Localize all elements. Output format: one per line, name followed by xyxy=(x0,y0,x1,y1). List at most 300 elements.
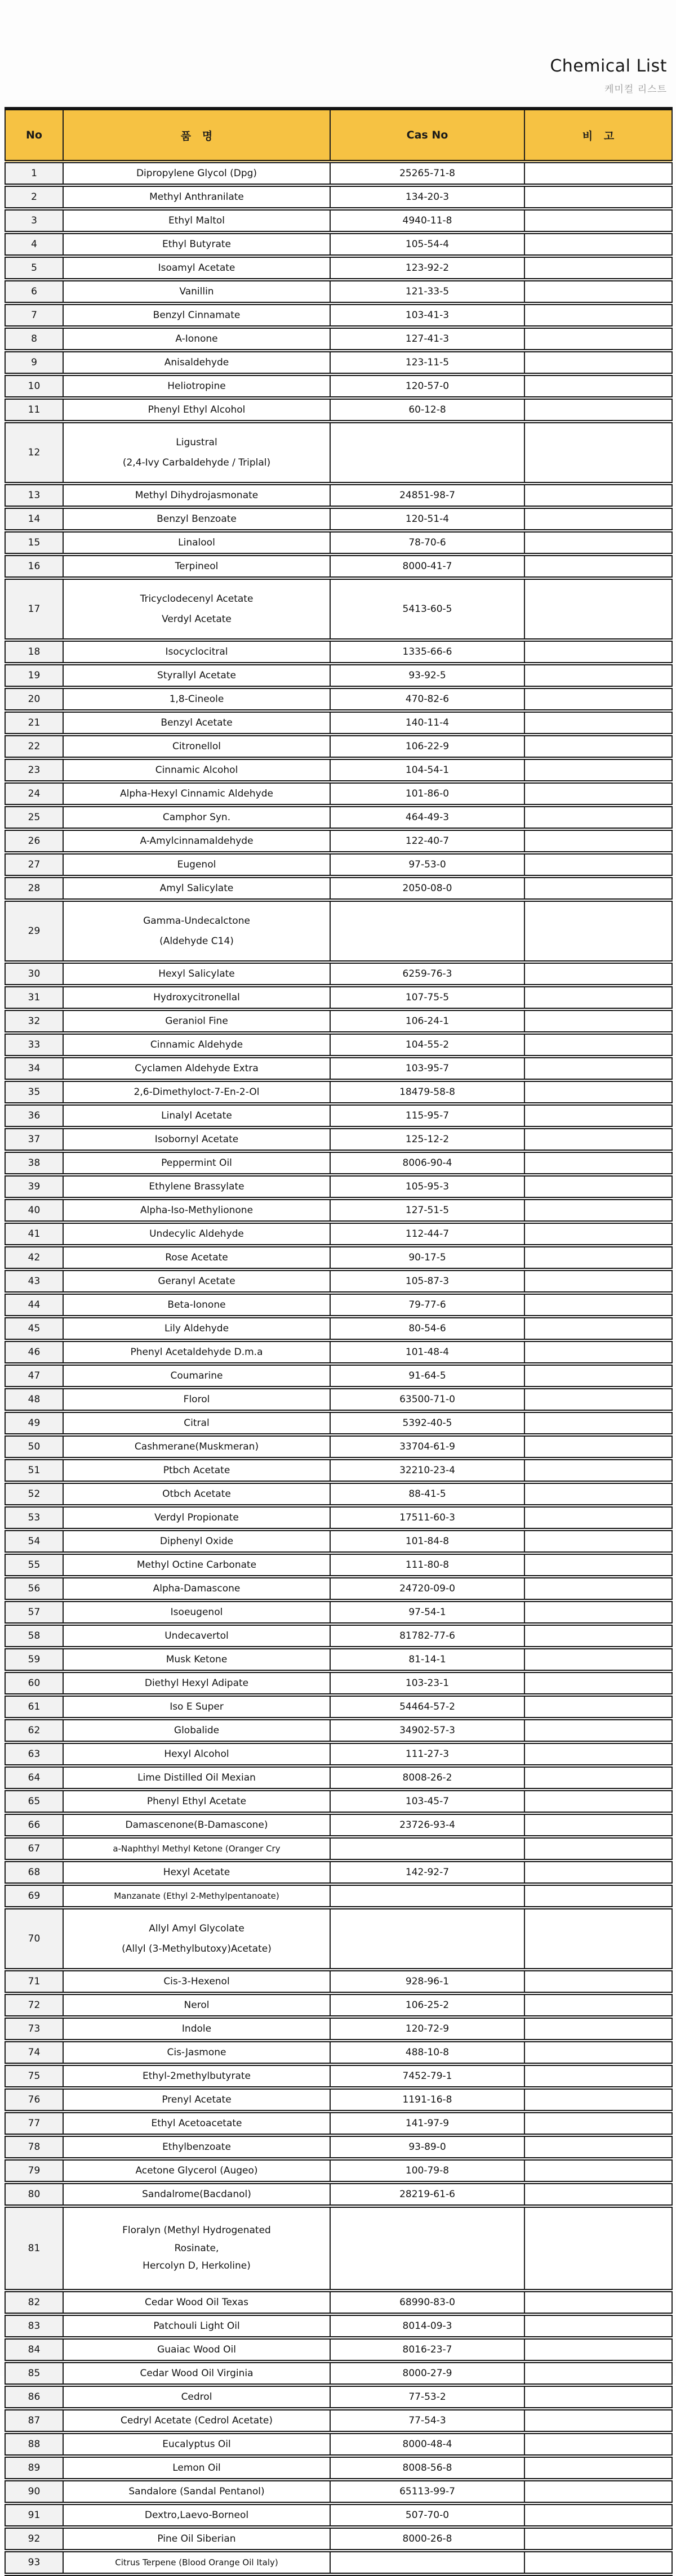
row-number: 18 xyxy=(5,640,63,664)
chemical-name-cell xyxy=(63,2291,330,2314)
row-number: 1 xyxy=(5,162,63,185)
cas-number: 5392-40-5 xyxy=(330,1411,524,1435)
cas-number: 105-95-3 xyxy=(330,1175,524,1198)
remark-cell xyxy=(524,2017,672,2041)
chemical-name-line: Cashmerane(Muskmeran) xyxy=(134,1441,259,1452)
table-row xyxy=(5,1530,672,1553)
remark-cell xyxy=(524,1198,672,1222)
row-number: 71 xyxy=(5,1970,63,1993)
cas-number: 121-33-5 xyxy=(330,280,524,303)
row-number: 22 xyxy=(5,735,63,758)
table-row xyxy=(5,1553,672,1577)
remark-cell xyxy=(524,256,672,280)
cas-number: 101-48-4 xyxy=(330,1340,524,1364)
table-row xyxy=(5,2064,672,2088)
remark-cell xyxy=(524,351,672,374)
chemical-name-cell xyxy=(63,1435,330,1459)
remark-cell xyxy=(524,1766,672,1790)
remark-cell xyxy=(524,484,672,507)
chemical-name-cell xyxy=(63,986,330,1009)
cas-number: 104-55-2 xyxy=(330,1033,524,1057)
chemical-name-line: Prenyl Acetate xyxy=(162,2094,232,2105)
remark-cell xyxy=(524,2112,672,2135)
cas-number: 8000-27-9 xyxy=(330,2362,524,2385)
chemical-name-cell xyxy=(63,806,330,829)
cas-number: 101-84-8 xyxy=(330,1530,524,1553)
chemical-name-line: Iso E Super xyxy=(170,1701,224,1712)
table-row xyxy=(5,2503,672,2527)
cas-number xyxy=(330,1908,524,1970)
chemical-name-line: Hexyl Alcohol xyxy=(164,1748,229,1760)
cas-number: 115-95-7 xyxy=(330,1104,524,1128)
row-number: 37 xyxy=(5,1128,63,1151)
chemical-name-line: Geranyl Acetate xyxy=(158,1275,235,1287)
remark-cell xyxy=(524,422,672,484)
chemical-name-cell xyxy=(63,1151,330,1175)
chemical-name-cell xyxy=(63,1600,330,1624)
cas-number: 77-53-2 xyxy=(330,2385,524,2409)
table-row xyxy=(5,829,672,853)
cas-number: 928-96-1 xyxy=(330,1970,524,1993)
remark-cell xyxy=(524,1057,672,1080)
cas-number: 80-54-6 xyxy=(330,1317,524,1340)
cas-number: 106-24-1 xyxy=(330,1009,524,1033)
chemical-name-line: Rose Acetate xyxy=(165,1251,228,1263)
row-number: 92 xyxy=(5,2527,63,2551)
table-row xyxy=(5,232,672,256)
remark-cell xyxy=(524,2480,672,2503)
row-number: 90 xyxy=(5,2480,63,2503)
cas-number: 54464-57-2 xyxy=(330,1695,524,1719)
row-number: 67 xyxy=(5,1837,63,1861)
table-row xyxy=(5,782,672,806)
row-number: 41 xyxy=(5,1222,63,1246)
chemical-name-line: A-Amylcinnamaldehyde xyxy=(140,835,254,847)
cas-number xyxy=(330,422,524,484)
chemical-name-line: Damascenone(B-Damascone) xyxy=(125,1819,268,1831)
remark-cell xyxy=(524,829,672,853)
table-row xyxy=(5,2409,672,2432)
row-number: 85 xyxy=(5,2362,63,2385)
table-row xyxy=(5,578,672,640)
table-row xyxy=(5,280,672,303)
chemical-name-line: (2,4-Ivy Carbaldehyde / Triplal) xyxy=(122,457,271,468)
table-row xyxy=(5,1459,672,1482)
remark-cell xyxy=(524,2041,672,2064)
table-row xyxy=(5,162,672,185)
remark-cell xyxy=(524,664,672,687)
chemical-name-cell xyxy=(63,256,330,280)
chemical-name-cell xyxy=(63,876,330,900)
col-header-no: No xyxy=(5,109,63,162)
row-number: 68 xyxy=(5,1861,63,1884)
table-row xyxy=(5,1790,672,1813)
cas-number: 100-79-8 xyxy=(330,2159,524,2183)
chemical-name-cell xyxy=(63,2135,330,2159)
chemical-name-line: Cedrol xyxy=(181,2391,212,2403)
table-row xyxy=(5,1033,672,1057)
row-number: 24 xyxy=(5,782,63,806)
remark-cell xyxy=(524,1671,672,1695)
chemical-name-cell xyxy=(63,2527,330,2551)
table-row xyxy=(5,640,672,664)
chemical-name-line: Ethyl Butyrate xyxy=(162,238,232,250)
table-row xyxy=(5,1080,672,1104)
cas-number: 77-54-3 xyxy=(330,2409,524,2432)
table-row xyxy=(5,2385,672,2409)
cas-number: 34902-57-3 xyxy=(330,1719,524,1742)
row-number: 7 xyxy=(5,303,63,327)
row-number: 59 xyxy=(5,1648,63,1671)
row-number: 64 xyxy=(5,1766,63,1790)
table-row xyxy=(5,2135,672,2159)
chemical-name-cell xyxy=(63,640,330,664)
chemical-name-cell xyxy=(63,1695,330,1719)
table-row xyxy=(5,1742,672,1766)
chemical-name-cell xyxy=(63,900,330,962)
table-row xyxy=(5,2314,672,2338)
cas-number: 123-11-5 xyxy=(330,351,524,374)
chemical-name-cell xyxy=(63,1246,330,1269)
chemical-name-line: Verdyl Propionate xyxy=(154,1511,239,1523)
chemical-name-cell xyxy=(63,1293,330,1317)
cas-number: 122-40-7 xyxy=(330,829,524,853)
chemical-name-line: Eucalyptus Oil xyxy=(162,2438,231,2450)
row-number: 43 xyxy=(5,1269,63,1293)
row-number: 33 xyxy=(5,1033,63,1057)
table-row xyxy=(5,1364,672,1388)
remark-cell xyxy=(524,1009,672,1033)
chemical-name-line: Undecylic Aldehyde xyxy=(149,1228,244,1240)
cas-number: 1191-16-8 xyxy=(330,2088,524,2112)
chemical-name-line: Hexyl Salicylate xyxy=(158,968,235,980)
row-number: 51 xyxy=(5,1459,63,1482)
remark-cell xyxy=(524,687,672,711)
table-row xyxy=(5,1293,672,1317)
col-header-remark: 비 고 xyxy=(524,109,672,162)
chemical-name-cell xyxy=(63,1482,330,1506)
table-row xyxy=(5,1970,672,1993)
cas-number xyxy=(330,2206,524,2291)
row-number: 60 xyxy=(5,1671,63,1695)
chemical-name-line: Rosinate, xyxy=(174,2242,219,2254)
row-number: 58 xyxy=(5,1624,63,1648)
chemical-name-line: Lily Aldehyde xyxy=(164,1322,229,1334)
chemical-name-line: Diphenyl Oxide xyxy=(159,1535,234,1547)
table-row xyxy=(5,256,672,280)
table-row xyxy=(5,900,672,962)
cas-number: 81-14-1 xyxy=(330,1648,524,1671)
table-row xyxy=(5,1993,672,2017)
remark-cell xyxy=(524,711,672,735)
row-number: 16 xyxy=(5,554,63,578)
cas-number: 470-82-6 xyxy=(330,687,524,711)
row-number: 77 xyxy=(5,2112,63,2135)
chemical-name-line: Citrus Terpene (Blood Orange Oil Italy) xyxy=(115,2557,278,2568)
cas-number: 140-11-4 xyxy=(330,711,524,735)
chemical-name-line: Isoeugenol xyxy=(170,1606,223,1618)
cas-number: 90-17-5 xyxy=(330,1246,524,1269)
chemical-name-cell xyxy=(63,398,330,422)
chemical-name-cell xyxy=(63,1411,330,1435)
cas-number: 93-92-5 xyxy=(330,664,524,687)
title-block xyxy=(550,56,667,95)
chemical-name-line: Cis-Jasmone xyxy=(167,2046,226,2058)
table-row xyxy=(5,2206,672,2291)
remark-cell xyxy=(524,1411,672,1435)
remark-cell xyxy=(524,1970,672,1993)
chemical-name-cell xyxy=(63,2480,330,2503)
cas-number: 17511-60-3 xyxy=(330,1506,524,1530)
chemical-name-line: Ptbch Acetate xyxy=(163,1464,230,1476)
chemical-name-cell xyxy=(63,327,330,351)
chemical-name-cell xyxy=(63,280,330,303)
remark-cell xyxy=(524,2135,672,2159)
table-row xyxy=(5,2159,672,2183)
table-row xyxy=(5,1198,672,1222)
remark-cell xyxy=(524,1884,672,1908)
chemical-name-line: Hexyl Acetate xyxy=(163,1866,230,1878)
remark-cell xyxy=(524,2503,672,2527)
chemical-name-line: Tricyclodecenyl Acetate xyxy=(140,593,254,605)
table-row xyxy=(5,185,672,209)
chemical-name-line: Acetone Glycerol (Augeo) xyxy=(135,2164,258,2176)
chemical-name-cell xyxy=(63,1057,330,1080)
remark-cell xyxy=(524,1506,672,1530)
remark-cell xyxy=(524,2409,672,2432)
chemical-name-line: Heliotropine xyxy=(167,380,226,392)
remark-cell xyxy=(524,374,672,398)
table-row xyxy=(5,2183,672,2206)
cas-number: 23726-93-4 xyxy=(330,1813,524,1837)
cas-number xyxy=(330,1837,524,1861)
remark-cell xyxy=(524,531,672,554)
chemical-name-cell xyxy=(63,1837,330,1861)
chemical-name-cell xyxy=(63,422,330,484)
cas-number: 32210-23-4 xyxy=(330,1459,524,1482)
chemical-name-line: Cis-3-Hexenol xyxy=(163,1975,230,1987)
chemical-name-cell xyxy=(63,1671,330,1695)
col-header-name: 품 명 xyxy=(63,109,330,162)
remark-cell xyxy=(524,853,672,876)
cas-number: 111-27-3 xyxy=(330,1742,524,1766)
row-number: 29 xyxy=(5,900,63,962)
chemical-name-line: Florol xyxy=(183,1393,210,1405)
chemical-name-cell xyxy=(63,1648,330,1671)
table-row xyxy=(5,986,672,1009)
table-row xyxy=(5,806,672,829)
chemical-name-line: Cedar Wood Oil Virginia xyxy=(140,2367,254,2379)
remark-cell xyxy=(524,2527,672,2551)
chemical-name-line: Lime Distilled Oil Mexian xyxy=(137,1772,256,1783)
table-row xyxy=(5,2291,672,2314)
table-row xyxy=(5,853,672,876)
chemical-name-cell xyxy=(63,531,330,554)
chemical-name-cell xyxy=(63,232,330,256)
chemical-name-cell xyxy=(63,1080,330,1104)
chemical-name-line: Cedryl Acetate (Cedrol Acetate) xyxy=(121,2414,273,2426)
remark-cell xyxy=(524,2551,672,2574)
table-row xyxy=(5,687,672,711)
row-number: 76 xyxy=(5,2088,63,2112)
remark-cell xyxy=(524,1033,672,1057)
table-row xyxy=(5,2456,672,2480)
chemical-name-cell xyxy=(63,374,330,398)
table-row xyxy=(5,1837,672,1861)
table-row xyxy=(5,2088,672,2112)
row-number: 52 xyxy=(5,1482,63,1506)
chemical-name-cell xyxy=(63,1861,330,1884)
remark-cell xyxy=(524,1435,672,1459)
row-number: 69 xyxy=(5,1884,63,1908)
chemical-name-line: Alpha-Iso-Methylionone xyxy=(140,1204,254,1216)
remark-cell xyxy=(524,232,672,256)
chemical-name-cell xyxy=(63,507,330,531)
cas-number: 88-41-5 xyxy=(330,1482,524,1506)
cas-number: 24720-09-0 xyxy=(330,1577,524,1600)
chemical-name-line: Isoamyl Acetate xyxy=(158,262,235,274)
cas-number: 7452-79-1 xyxy=(330,2064,524,2088)
table-header-row xyxy=(5,109,672,162)
table-row xyxy=(5,1482,672,1506)
chemical-name-cell xyxy=(63,1970,330,1993)
chemical-name-line: Undecavertol xyxy=(164,1630,229,1642)
chemical-name-cell xyxy=(63,1340,330,1364)
page-title: Chemical List xyxy=(550,56,667,76)
row-number: 2 xyxy=(5,185,63,209)
chemical-name-cell xyxy=(63,554,330,578)
chemical-name-line: Geraniol Fine xyxy=(165,1015,228,1027)
remark-cell xyxy=(524,2432,672,2456)
remark-cell xyxy=(524,1993,672,2017)
chemical-name-line: Ethyl Acetoacetate xyxy=(151,2117,242,2129)
cas-number: 8000-48-4 xyxy=(330,2432,524,2456)
row-number: 17 xyxy=(5,578,63,640)
chemical-name-line: Phenyl Ethyl Acetate xyxy=(146,1795,247,1807)
row-number: 47 xyxy=(5,1364,63,1388)
page-subtitle: 케미컬 리스트 xyxy=(604,84,667,95)
remark-cell xyxy=(524,1790,672,1813)
remark-cell xyxy=(524,1908,672,1970)
remark-cell xyxy=(524,209,672,232)
table-row xyxy=(5,1600,672,1624)
row-number: 8 xyxy=(5,327,63,351)
row-number: 89 xyxy=(5,2456,63,2480)
chemical-name-line: Phenyl Ethyl Alcohol xyxy=(148,404,246,415)
row-number: 82 xyxy=(5,2291,63,2314)
row-number: 40 xyxy=(5,1198,63,1222)
chemical-name-cell xyxy=(63,2551,330,2574)
chemical-name-line: Citronellol xyxy=(172,740,221,752)
chemical-name-cell xyxy=(63,484,330,507)
table-row xyxy=(5,209,672,232)
chemical-name-cell xyxy=(63,162,330,185)
remark-cell xyxy=(524,986,672,1009)
chemical-name-cell xyxy=(63,2338,330,2362)
table-row xyxy=(5,351,672,374)
table-row xyxy=(5,1766,672,1790)
table-row xyxy=(5,1624,672,1648)
cas-number: 24851-98-7 xyxy=(330,484,524,507)
chemical-name-line: (Allyl (3-Methylbutoxy)Acetate) xyxy=(122,1943,272,1955)
cas-number: 81782-77-6 xyxy=(330,1624,524,1648)
cas-number: 101-86-0 xyxy=(330,782,524,806)
chemical-name-line: Nerol xyxy=(184,1999,210,2011)
table-row xyxy=(5,303,672,327)
chemical-name-cell xyxy=(63,758,330,782)
remark-cell xyxy=(524,962,672,986)
cas-number: 105-54-4 xyxy=(330,232,524,256)
remark-cell xyxy=(524,1104,672,1128)
remark-cell xyxy=(524,1317,672,1340)
table-row xyxy=(5,1009,672,1033)
chemical-name-line: Benzyl Acetate xyxy=(161,717,233,728)
cas-number xyxy=(330,2551,524,2574)
remark-cell xyxy=(524,327,672,351)
chemical-name-line: Peppermint Oil xyxy=(161,1157,232,1169)
remark-cell xyxy=(524,2064,672,2088)
remark-cell xyxy=(524,782,672,806)
chemical-name-cell xyxy=(63,1175,330,1198)
remark-cell xyxy=(524,1624,672,1648)
chemical-name-line: Ethyl Maltol xyxy=(168,214,225,226)
chemical-name-cell xyxy=(63,1128,330,1151)
table-row xyxy=(5,1435,672,1459)
chemical-name-cell xyxy=(63,1908,330,1970)
remark-cell xyxy=(524,554,672,578)
table-row xyxy=(5,1388,672,1411)
row-number: 36 xyxy=(5,1104,63,1128)
remark-cell xyxy=(524,1246,672,1269)
chemical-name-cell xyxy=(63,962,330,986)
table-row xyxy=(5,1317,672,1340)
chemical-name-line: Otbch Acetate xyxy=(162,1488,231,1500)
remark-cell xyxy=(524,900,672,962)
cas-number xyxy=(330,900,524,962)
cas-number: 91-64-5 xyxy=(330,1364,524,1388)
chemical-name-cell xyxy=(63,2362,330,2385)
table-row xyxy=(5,1648,672,1671)
cas-number: 464-49-3 xyxy=(330,806,524,829)
table-row xyxy=(5,1175,672,1198)
cas-number: 103-45-7 xyxy=(330,1790,524,1813)
cas-number: 106-25-2 xyxy=(330,1993,524,2017)
row-number: 32 xyxy=(5,1009,63,1033)
chemical-name-cell xyxy=(63,303,330,327)
cas-number: 125-12-2 xyxy=(330,1128,524,1151)
chemical-name-line: Citral xyxy=(184,1417,210,1429)
row-number: 30 xyxy=(5,962,63,986)
row-number: 56 xyxy=(5,1577,63,1600)
cas-number: 18479-58-8 xyxy=(330,1080,524,1104)
row-number: 28 xyxy=(5,876,63,900)
chemical-name-line: Floralyn (Methyl Hydrogenated xyxy=(122,2224,271,2236)
chemical-name-cell xyxy=(63,664,330,687)
cas-number: 103-41-3 xyxy=(330,303,524,327)
chemical-name-line: Patchouli Light Oil xyxy=(153,2320,240,2332)
chemical-name-line: Linalyl Acetate xyxy=(161,1110,232,1121)
chemical-name-cell xyxy=(63,1364,330,1388)
remark-cell xyxy=(524,1151,672,1175)
row-number: 35 xyxy=(5,1080,63,1104)
row-number: 66 xyxy=(5,1813,63,1837)
row-number: 74 xyxy=(5,2041,63,2064)
table-row xyxy=(5,2480,672,2503)
cas-number: 8016-23-7 xyxy=(330,2338,524,2362)
cas-number: 134-20-3 xyxy=(330,185,524,209)
row-number: 48 xyxy=(5,1388,63,1411)
row-number: 34 xyxy=(5,1057,63,1080)
